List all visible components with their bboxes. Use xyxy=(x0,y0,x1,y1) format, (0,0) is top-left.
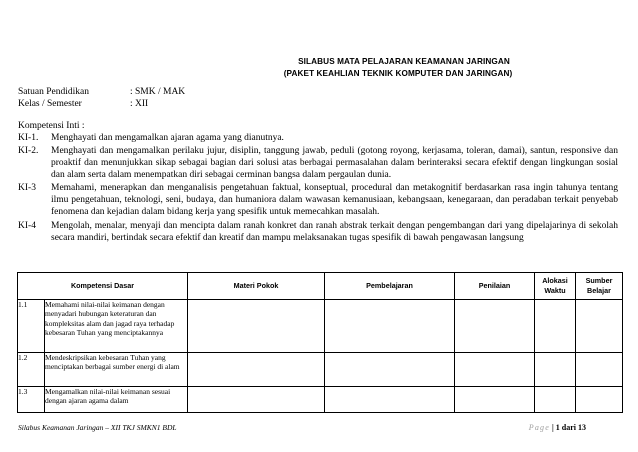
alokasi-waktu-cell xyxy=(535,300,576,353)
penilaian-cell xyxy=(455,353,535,387)
info-label: Satuan Pendidikan xyxy=(18,87,89,97)
ki-number: KI-2. xyxy=(18,146,39,156)
pembelajaran-cell xyxy=(325,387,455,413)
title-line-2: (PAKET KEAHLIAN TEKNIK KOMPUTER DAN JARINGAN) xyxy=(283,69,513,78)
table-row xyxy=(18,387,623,413)
row-number: 1.3 xyxy=(18,387,45,413)
ki-item-4 xyxy=(18,220,618,244)
sumber-belajar-cell xyxy=(576,387,623,413)
page-number: | 1 dari 13 xyxy=(552,423,586,432)
penilaian-cell xyxy=(455,300,535,353)
kompetensi-dasar-cell: Mengamalkan nilai-nilai keimanan sesuai dengan ajaran agama dalam xyxy=(45,387,188,413)
materi-pokok-cell xyxy=(188,300,325,353)
sumber-belajar-cell xyxy=(576,300,623,353)
header-kompetensi-dasar: Kompetensi Dasar xyxy=(18,273,188,300)
header-alokasi-waktu: Alokasi Waktu xyxy=(535,273,576,300)
info-value: : SMK / MAK xyxy=(130,87,186,97)
ki-text: Memahami, menerapkan dan menganalisis pengetahuan faktual, konseptual, procedural dan metakognitif berdasarkan rasa ingin tahunya tentang ilmu pengetahuan, teknologi, seni, budaya, dan humaniora dalam wawasan kemanusiaan, kebangsaan, kenegaraan, dan peradaban terkait penyebab fenomena dan kejadian dalam bidang kerja yang spesifik untuk memecahkan masalah. xyxy=(51,183,618,217)
pembelajaran-cell xyxy=(325,300,455,353)
table-row xyxy=(18,353,623,387)
document-title xyxy=(0,56,638,80)
page-word: Page xyxy=(528,423,551,432)
info-value: : XII xyxy=(130,99,149,109)
info-satuan-pendidikan xyxy=(18,87,185,98)
ki-item-1 xyxy=(18,132,618,144)
ki-text: Menghayati dan mengamalkan ajaran agama yang dianutnya. xyxy=(51,133,284,143)
header-materi-pokok: Materi Pokok xyxy=(188,273,325,300)
silabus-table xyxy=(17,272,623,413)
header-sumber-belajar: Sumber Belajar xyxy=(576,273,623,300)
row-number: 1.2 xyxy=(18,353,45,387)
footer-document-label: Silabus Keamanan Jaringan – XII TKJ SMKN1 BDL xyxy=(18,423,177,432)
title-line-1: SILABUS MATA PELAJARAN KEAMANAN JARINGAN xyxy=(298,57,510,66)
header-pembelajaran: Pembelajaran xyxy=(325,273,455,300)
ki-number: KI-4 xyxy=(18,221,36,231)
row-number: 1.1 xyxy=(18,300,45,353)
ki-text: Mengolah, menalar, menyaji dan mencipta dalam ranah konkret dan ranah abstrak terkait dengan pengembangan dari yang dipelajarinya di sekolah secara mandiri, bertindak secara efektif dan kreatif dan mampu melaksanakan tugas spesifik di bawah pengawasan langsung xyxy=(51,221,618,243)
ki-item-3 xyxy=(18,182,618,218)
ki-number: KI-3 xyxy=(18,183,36,193)
penilaian-cell xyxy=(455,387,535,413)
materi-pokok-cell xyxy=(188,353,325,387)
table-row xyxy=(18,300,623,353)
ki-number: KI-1. xyxy=(18,133,39,143)
header-penilaian: Penilaian xyxy=(455,273,535,300)
materi-pokok-cell xyxy=(188,387,325,413)
ki-item-2 xyxy=(18,145,618,181)
kompetensi-inti-heading: Kompetensi Inti : xyxy=(18,121,85,131)
kompetensi-dasar-cell: Memahami nilai-nilai keimanan dengan menyadari hubungan keteraturan dan kompleksitas alam dan jagad raya terhadap kebesaran Tuhan yang menciptakannya xyxy=(45,300,188,353)
pembelajaran-cell xyxy=(325,353,455,387)
table-header-row xyxy=(18,273,623,300)
info-label: Kelas / Semester xyxy=(18,99,82,109)
kompetensi-dasar-cell: Mendeskripsikan kebesaran Tuhan yang menciptakan berbagai sumber energi di alam xyxy=(45,353,188,387)
sumber-belajar-cell xyxy=(576,353,623,387)
alokasi-waktu-cell xyxy=(535,353,576,387)
ki-text: Menghayati dan mengamalkan perilaku jujur, disiplin, tanggung jawab, peduli (gotong royong, kerjasama, toleran, damai), santun, responsive dan proaktif dan menunjukkan sikap sebagai bagian dari solusi atas berbagai permasalahan dalam berinteraksi secara efektif dengan lingkungan sosial dan alam serta dalam menempatkan diri sebagai cerminan bangsa dalam pergaulan dunia. xyxy=(51,146,618,180)
footer-page-indicator xyxy=(529,423,586,432)
alokasi-waktu-cell xyxy=(535,387,576,413)
info-kelas-semester xyxy=(18,99,148,110)
